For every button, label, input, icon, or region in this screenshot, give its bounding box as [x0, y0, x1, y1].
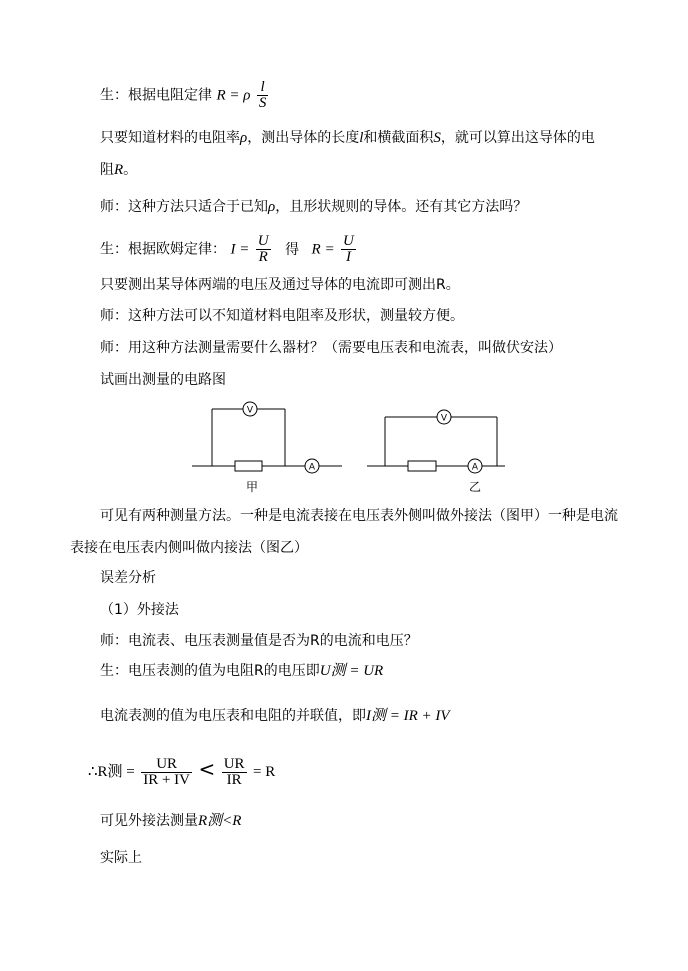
line-conclusion — [100, 811, 241, 831]
ammeter-label: A — [471, 462, 479, 473]
text: ，就可以算出这导体的电 — [440, 130, 595, 146]
circuit-caption: 乙 — [468, 480, 482, 494]
formula-lhs: R = ρ — [216, 87, 251, 104]
line-two-methods: 可见有两种测量方法。一种是电流表接在电压表外侧叫做外接法（图甲）一种是电流 — [100, 508, 618, 524]
text: 和横截面积 — [363, 130, 434, 146]
formula-fraction — [256, 234, 271, 265]
fraction-denominator: R — [258, 249, 268, 265]
subsection-external: （1）外接法 — [100, 602, 179, 618]
text: 生：根据电阻定律 — [100, 87, 212, 104]
text: 。 — [123, 162, 138, 178]
text: 师：这种方法只适合于已知 — [100, 199, 268, 215]
circuit-caption: 甲 — [245, 480, 259, 494]
line-teacher-equipment: 师：用这种方法测量需要什么器材？（需要电压表和电流表，叫做伏安法） — [100, 340, 562, 356]
formula: I测 = IR + IV — [366, 708, 450, 724]
line-teacher-ask: 师：电流表、电压表测量值是否为R的电流和电压？ — [100, 633, 418, 649]
line-draw-circuit: 试画出测量的电路图 — [100, 372, 226, 388]
symbol-rho: ρ — [240, 130, 248, 146]
fraction-denominator: S — [258, 95, 267, 111]
formula: R测<R — [198, 813, 242, 829]
circuit-diagram-jia — [190, 395, 350, 495]
formula-fraction — [222, 757, 247, 788]
symbol-l: l — [359, 130, 364, 146]
formula: U测 = UR — [319, 663, 384, 679]
line-measure: 只要测出某导体两端的电压及通过导体的电流即可测出R。 — [100, 277, 460, 293]
section-error-analysis: 误差分析 — [100, 570, 156, 586]
text: 电流表测的值为电压表和电阻的并联值，即 — [100, 708, 366, 724]
text: 阻 — [100, 162, 114, 178]
line-derivation — [88, 754, 275, 788]
line-resistivity — [100, 128, 595, 148]
symbol-S: S — [433, 130, 441, 146]
text: 得 — [285, 241, 300, 258]
line-teacher-convenient: 师：这种方法可以不知道材料电阻率及形状，测量较方便。 — [100, 308, 464, 324]
fraction-numerator: l — [257, 80, 269, 96]
formula-fraction — [341, 234, 356, 265]
fraction-numerator: UR — [223, 755, 245, 772]
formula-fraction — [141, 757, 192, 788]
text: 生：电压表测的值为电阻R的电压即 — [100, 663, 320, 679]
formula-fraction — [257, 80, 269, 111]
less-than-sign: < — [198, 757, 216, 781]
line-resistance-R — [100, 160, 137, 180]
line-current-value — [100, 706, 450, 726]
text: 生：根据欧姆定律： — [100, 241, 226, 258]
line-resistance-law — [100, 80, 270, 111]
formula-lhs: R = — [311, 241, 335, 258]
fraction-numerator: UR — [141, 757, 192, 773]
symbol-rho: ρ — [268, 199, 276, 215]
line-actually: 实际上 — [100, 850, 142, 866]
fraction-numerator: U — [343, 233, 354, 249]
resistor-icon — [408, 461, 436, 471]
line-two-methods-cont: 表接在电压表内侧叫做内接法（图乙） — [70, 540, 308, 556]
symbol-R: R — [114, 162, 124, 178]
ammeter-label: A — [308, 462, 316, 473]
fraction-numerator: U — [257, 233, 269, 249]
fraction-denominator: I — [345, 249, 351, 265]
voltmeter-label: V — [246, 405, 254, 416]
voltmeter-label: V — [440, 413, 448, 424]
line-ohm-law — [100, 234, 358, 265]
fraction-denominator: IR + IV — [143, 771, 191, 788]
text: ，且形状规则的导体。还有其它方法吗？ — [275, 199, 528, 215]
circuit-diagram-yi — [365, 400, 510, 495]
line-voltage-value — [100, 661, 383, 681]
text: ，测出导体的长度 — [247, 130, 360, 146]
resistor-icon — [235, 461, 262, 471]
formula-lhs: ∴R测 = — [88, 764, 135, 780]
text: 可见外接法测量 — [100, 813, 198, 829]
formula-lhs: I = — [230, 241, 250, 258]
formula-rhs: = R — [252, 764, 276, 780]
line-teacher-question — [100, 197, 527, 217]
text: 只要知道材料的电阻率 — [100, 130, 240, 146]
fraction-denominator: IR — [226, 771, 242, 788]
